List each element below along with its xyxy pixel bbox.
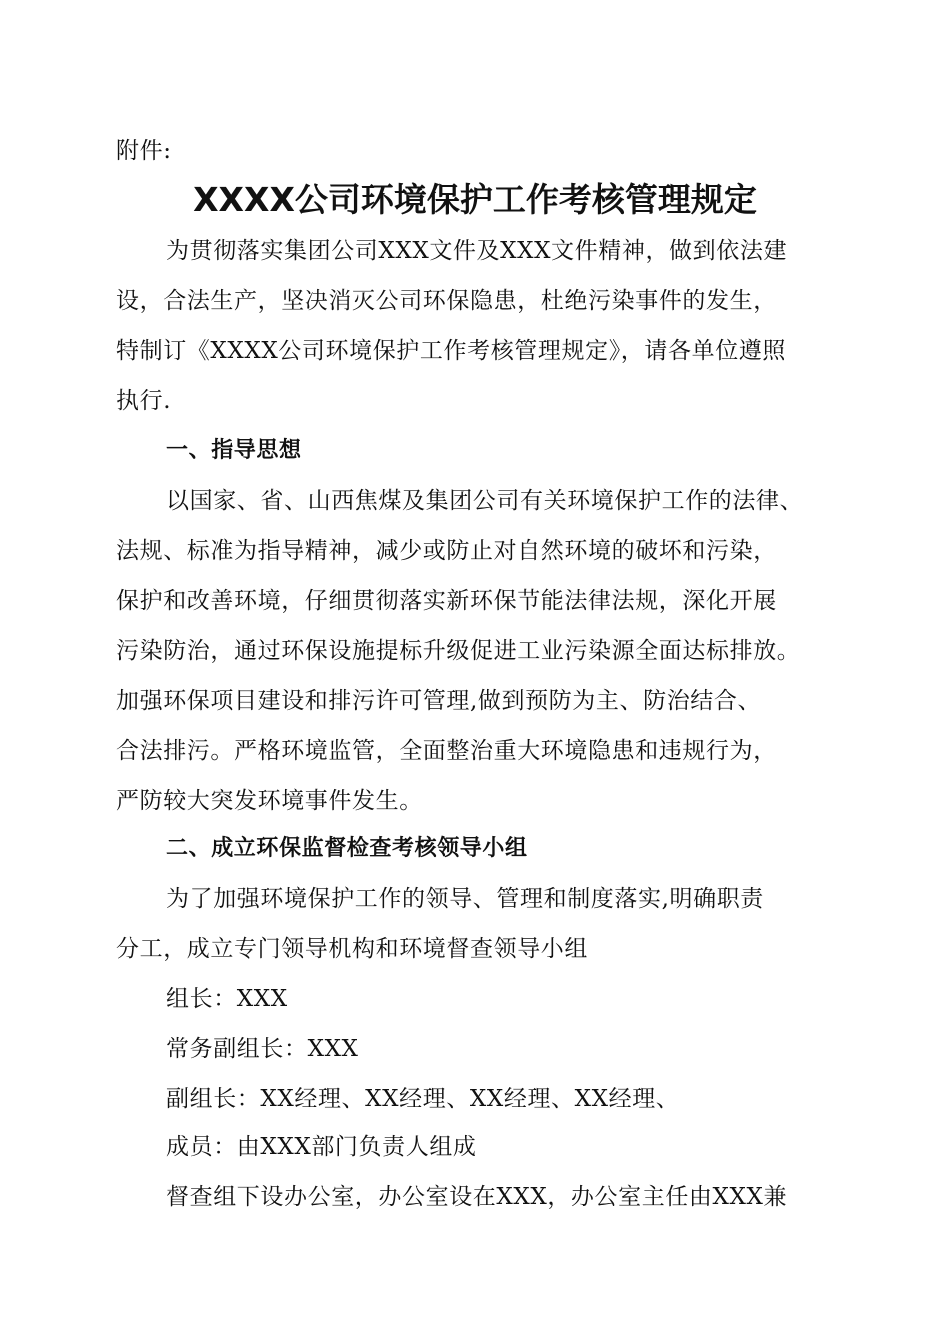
member-line-executive-deputy: 常务副组长：XXX <box>166 1036 359 1062</box>
intro-line: 设，合法生产，坚决消灭公司环保隐患，杜绝污染事件的发生， <box>116 288 777 314</box>
attachment-label: 附件: <box>116 138 172 164</box>
intro-line: 特制订《XXXX公司环境保护工作考核管理规定》，请各单位遵照 <box>116 338 786 364</box>
document-title: XXXX公司环境保护工作考核管理规定 <box>193 180 757 219</box>
paragraph-line: 加强环保项目建设和排污许可管理,做到预防为主、防治结合、 <box>116 688 762 714</box>
section-heading-leadership-group: 二、成立环保监督检查考核领导小组 <box>166 836 528 861</box>
paragraph-line: 法规、标准为指导精神，减少或防止对自然环境的破坏和污染， <box>116 538 777 564</box>
member-line-deputies: 副组长：XX经理、XX经理、XX经理、XX经理、 <box>166 1086 680 1112</box>
paragraph-line: 为了加强环境保护工作的领导、管理和制度落实,明确职责 <box>166 886 764 912</box>
member-line-leader: 组长：XXX <box>166 986 288 1012</box>
member-line-office: 督查组下设办公室，办公室设在XXX，办公室主任由XXX兼 <box>166 1184 788 1210</box>
intro-line: 执行. <box>116 388 172 414</box>
paragraph-line: 分工，成立专门领导机构和环境督查领导小组 <box>116 936 588 962</box>
section-heading-guiding-thought: 一、指导思想 <box>166 438 302 463</box>
intro-line: 为贯彻落实集团公司XXX文件及XXX文件精神，做到依法建 <box>166 238 788 264</box>
paragraph-line: 污染防治，通过环保设施提标升级促进工业污染源全面达标排放。 <box>116 638 801 664</box>
paragraph-line: 以国家、省、山西焦煤及集团公司有关环境保护工作的法律、 <box>166 488 804 514</box>
paragraph-line: 保护和改善环境，仔细贯彻落实新环保节能法律法规，深化开展 <box>116 588 777 614</box>
member-line-members: 成员：由XXX部门负责人组成 <box>166 1134 477 1160</box>
paragraph-line: 严防较大突发环境事件发生。 <box>116 788 423 814</box>
paragraph-line: 合法排污。严格环境监管，全面整治重大环境隐患和违规行为， <box>116 738 777 764</box>
